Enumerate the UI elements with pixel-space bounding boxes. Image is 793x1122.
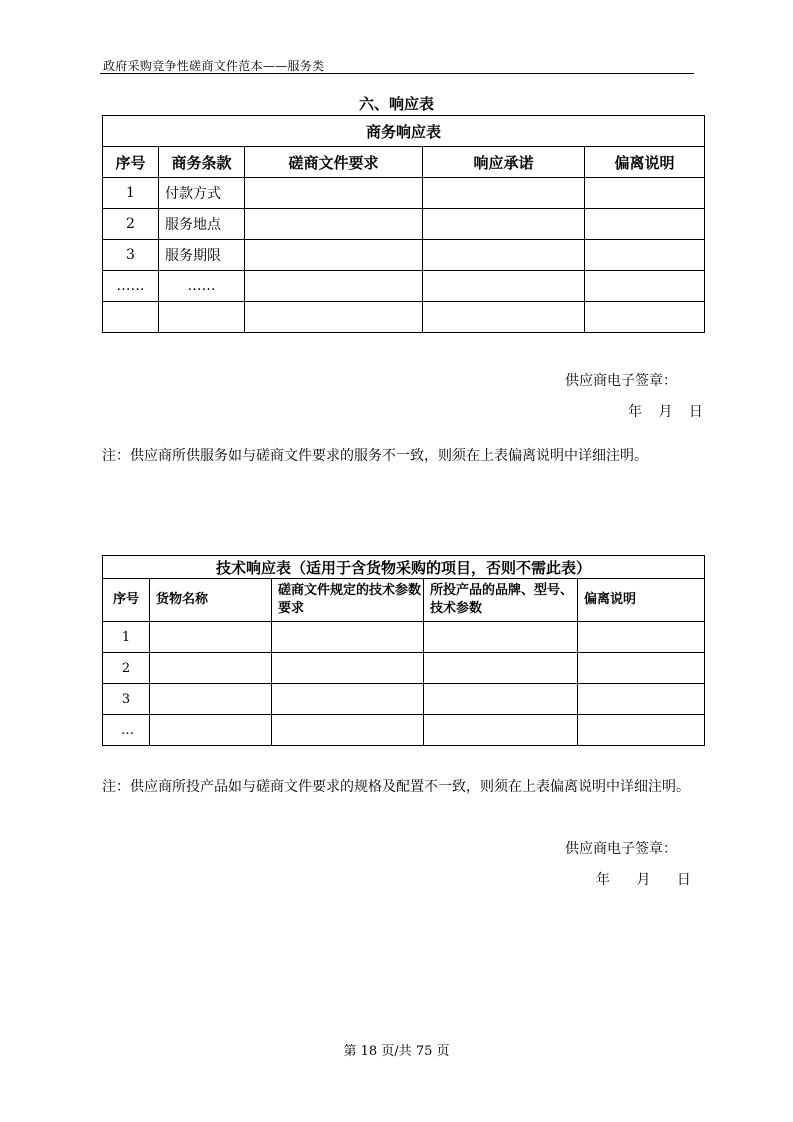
table-cell: 3 bbox=[103, 240, 159, 271]
table-cell[interactable] bbox=[423, 178, 585, 209]
table-cell[interactable] bbox=[585, 302, 705, 333]
business-response-table bbox=[102, 115, 705, 333]
column-header: 偏离说明 bbox=[578, 579, 705, 622]
table-row bbox=[103, 178, 705, 209]
table-row bbox=[103, 240, 705, 271]
table-cell[interactable] bbox=[585, 209, 705, 240]
table-cell[interactable] bbox=[245, 240, 423, 271]
table-row bbox=[103, 271, 705, 302]
table-cell[interactable] bbox=[272, 715, 424, 746]
table-cell[interactable] bbox=[585, 178, 705, 209]
table-row bbox=[103, 622, 705, 653]
table-row bbox=[103, 209, 705, 240]
table-cell[interactable] bbox=[159, 302, 245, 333]
column-header: 磋商文件规定的技术参数要求 bbox=[272, 579, 424, 622]
table-cell: 3 bbox=[103, 684, 150, 715]
business-table-note: 注：供应商所供服务如与磋商文件要求的服务不一致，则须在上表偏离说明中详细注明。 bbox=[102, 448, 648, 464]
table-cell: 服务地点 bbox=[159, 209, 245, 240]
table-row bbox=[103, 684, 705, 715]
signature-date: 年 月 日 bbox=[628, 404, 709, 420]
running-header: 政府采购竞争性磋商文件范本——服务类 bbox=[103, 59, 325, 73]
table-cell[interactable] bbox=[245, 209, 423, 240]
table-cell[interactable] bbox=[424, 622, 578, 653]
table-cell[interactable] bbox=[424, 715, 578, 746]
supplier-signature-label: 供应商电子签章： bbox=[565, 841, 677, 857]
table-cell[interactable] bbox=[272, 684, 424, 715]
column-header: 响应承诺 bbox=[423, 147, 585, 178]
page-number: 第 18 页/共 75 页 bbox=[343, 1044, 450, 1059]
table-cell[interactable] bbox=[585, 271, 705, 302]
table-cell[interactable] bbox=[423, 209, 585, 240]
table-cell[interactable] bbox=[424, 653, 578, 684]
table-cell: 付款方式 bbox=[159, 178, 245, 209]
table-cell: …… bbox=[159, 271, 245, 302]
column-header: 序号 bbox=[103, 147, 159, 178]
tech-table-banner: 技术响应表（适用于含货物采购的项目，否则不需此表） bbox=[103, 556, 705, 579]
column-header: 商务条款 bbox=[159, 147, 245, 178]
table-cell[interactable] bbox=[150, 653, 272, 684]
table-cell: 1 bbox=[103, 622, 150, 653]
table-cell[interactable] bbox=[578, 715, 705, 746]
table-cell[interactable] bbox=[423, 302, 585, 333]
table-row bbox=[103, 715, 705, 746]
business-table-banner: 商务响应表 bbox=[103, 116, 705, 147]
table-cell[interactable] bbox=[424, 684, 578, 715]
table-cell[interactable] bbox=[245, 178, 423, 209]
signature-date: 年 月 日 bbox=[596, 872, 691, 888]
table-cell[interactable] bbox=[150, 715, 272, 746]
table-cell[interactable] bbox=[150, 622, 272, 653]
section-title: 六、响应表 bbox=[358, 95, 434, 113]
table-cell: 2 bbox=[103, 209, 159, 240]
table-cell[interactable] bbox=[272, 622, 424, 653]
column-header: 磋商文件要求 bbox=[245, 147, 423, 178]
table-cell: … bbox=[103, 715, 150, 746]
table-cell[interactable] bbox=[245, 271, 423, 302]
table-cell[interactable] bbox=[578, 622, 705, 653]
column-header: 所投产品的品牌、型号、技术参数 bbox=[424, 579, 578, 622]
table-row bbox=[103, 302, 705, 333]
table-cell: 2 bbox=[103, 653, 150, 684]
table-cell[interactable] bbox=[245, 302, 423, 333]
table-cell[interactable] bbox=[423, 240, 585, 271]
table-cell: …… bbox=[103, 271, 159, 302]
table-cell[interactable] bbox=[578, 653, 705, 684]
table-cell[interactable] bbox=[423, 271, 585, 302]
supplier-signature-label: 供应商电子签章： bbox=[565, 373, 677, 389]
table-row bbox=[103, 653, 705, 684]
tech-table-note: 注：供应商所投产品如与磋商文件要求的规格及配置不一致，则须在上表偏离说明中详细注明。 bbox=[102, 779, 690, 795]
column-header: 序号 bbox=[103, 579, 150, 622]
column-header: 货物名称 bbox=[150, 579, 272, 622]
table-cell[interactable] bbox=[272, 653, 424, 684]
table-cell[interactable] bbox=[150, 684, 272, 715]
technical-response-table bbox=[102, 555, 705, 746]
table-cell: 1 bbox=[103, 178, 159, 209]
column-header: 偏离说明 bbox=[585, 147, 705, 178]
table-cell[interactable] bbox=[585, 240, 705, 271]
table-cell: 服务期限 bbox=[159, 240, 245, 271]
header-rule bbox=[100, 73, 694, 74]
table-cell[interactable] bbox=[103, 302, 159, 333]
table-cell[interactable] bbox=[578, 684, 705, 715]
